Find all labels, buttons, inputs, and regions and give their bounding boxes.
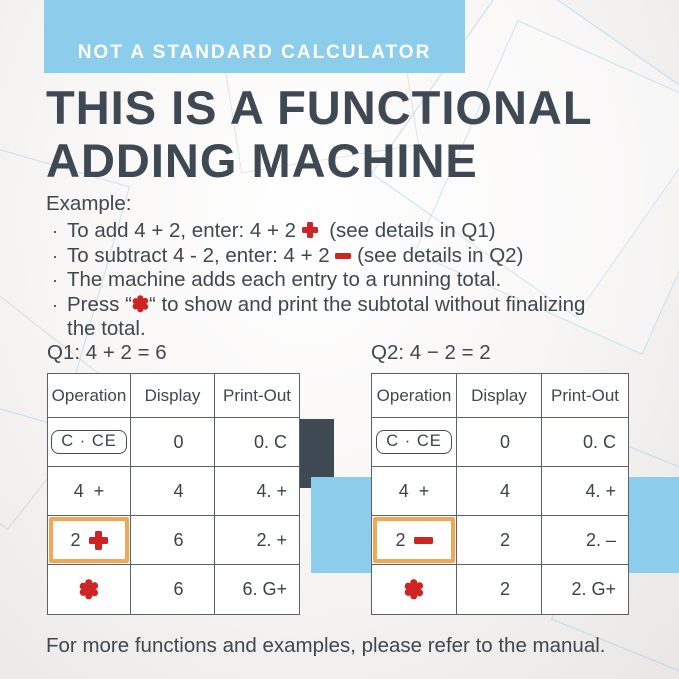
bullet-marker: · <box>52 221 58 241</box>
footer-note: For more functions and examples, please refer to the manual. <box>46 634 606 657</box>
bullet-text: “ to show and print the subtotal without finalizing the total. <box>67 292 586 341</box>
column-header-printout: Print-Out <box>542 374 628 418</box>
q1-row3-display: 6 <box>131 516 215 565</box>
bullet-text: The machine adds each entry to a running total. <box>67 268 502 292</box>
q2-row4-display: 2 <box>457 565 542 614</box>
q2-row3-display: 2 <box>457 516 542 565</box>
q1-table <box>47 373 300 615</box>
q1-row4-operation <box>48 565 131 614</box>
minus-icon <box>335 253 351 259</box>
q2-row4-printout: 2. G+ <box>542 565 628 614</box>
q1-row2-operation <box>48 467 131 516</box>
bullet-text: (see details in Q1) <box>329 219 496 242</box>
q2-table <box>371 373 629 615</box>
asterisk-icon <box>79 580 99 600</box>
operation-text: 4 + <box>398 480 430 501</box>
column-header-operation: Operation <box>372 374 457 418</box>
column-header-printout: Print-Out <box>215 374 299 418</box>
bullet-marker: · <box>52 294 58 315</box>
q2-row2-printout: 4. + <box>542 467 628 516</box>
list-item <box>46 268 591 293</box>
q2-row2-operation <box>372 467 457 516</box>
q2-row1-display: 0 <box>457 418 542 467</box>
column-header-display: Display <box>131 374 215 418</box>
operation-text: 2 <box>395 529 406 550</box>
q1-row3-printout: 2. + <box>215 516 299 565</box>
bullet-marker: · <box>52 245 58 266</box>
q2-row2-display: 4 <box>457 467 542 516</box>
q1-row3-operation-highlighted <box>48 516 131 565</box>
bullet-text: To add 4 + 2, enter: 4 + 2 <box>67 219 297 242</box>
q1-row2-printout: 4. + <box>215 467 299 516</box>
plus-icon <box>302 222 318 238</box>
banner-label: NOT A STANDARD CALCULATOR <box>77 42 432 63</box>
q1-table-title: Q1: 4 + 2 = 6 <box>47 341 167 364</box>
q1-row4-display: 6 <box>131 565 215 614</box>
list-item <box>46 244 591 269</box>
example-label: Example: <box>46 192 132 215</box>
clear-key-label: C · CE <box>51 430 127 454</box>
clear-key-label: C · CE <box>376 430 452 454</box>
column-header-display: Display <box>457 374 542 418</box>
q2-row3-operation-highlighted <box>372 516 457 565</box>
q2-row4-operation <box>372 565 457 614</box>
page-title <box>46 81 593 187</box>
top-banner <box>44 0 465 73</box>
bullet-text: Press “ <box>67 292 132 316</box>
list-item <box>46 219 591 244</box>
asterisk-icon <box>404 580 424 600</box>
list-item <box>46 293 591 342</box>
example-section <box>46 191 606 342</box>
asterisk-icon <box>132 296 149 313</box>
bullet-marker: · <box>52 270 58 291</box>
minus-icon <box>414 537 433 544</box>
bullet-text: (see details in Q2) <box>357 243 524 267</box>
operation-text: 4 + <box>73 480 105 501</box>
column-header-operation: Operation <box>48 374 131 418</box>
q2-row1-printout: 0. C <box>542 418 628 467</box>
page-title-line2: ADDING MACHINE <box>46 134 478 187</box>
plus-icon <box>89 531 108 550</box>
example-bullet-list <box>46 219 591 342</box>
bullet-text: To subtract 4 - 2, enter: 4 + 2 <box>67 243 330 267</box>
q1-row4-printout: 6. G+ <box>215 565 299 614</box>
q1-row1-operation <box>48 418 131 467</box>
q1-row1-display: 0 <box>131 418 215 467</box>
q2-table-title: Q2: 4 − 2 = 2 <box>371 341 491 364</box>
q2-row1-operation <box>372 418 457 467</box>
operation-text: 2 <box>70 529 81 550</box>
q2-row3-printout: 2. – <box>542 516 628 565</box>
q1-row1-printout: 0. C <box>215 418 299 467</box>
page-title-line1: THIS IS A FUNCTIONAL <box>46 81 593 134</box>
q1-row2-display: 4 <box>131 467 215 516</box>
